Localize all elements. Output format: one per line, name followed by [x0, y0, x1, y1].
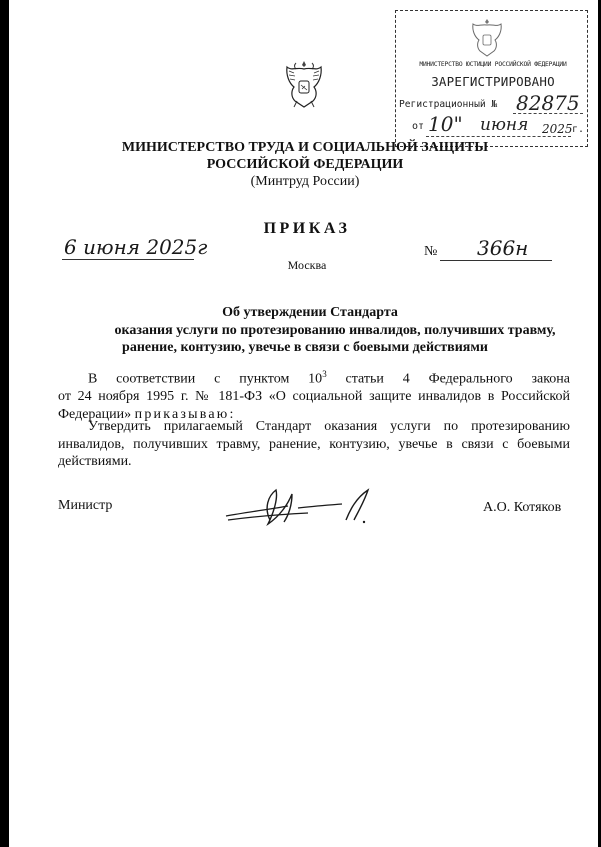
signatory-name: А.О. Котяков [483, 500, 562, 515]
stamp-ministry-name: МИНИСТЕРСТВО ЮСТИЦИИ РОССИЙСКОЙ ФЕДЕРАЦИИ [419, 61, 567, 68]
body-p2-line2: инвалидов, получивших травму, ранение, контузию, увечье в связи с боевыми [58, 436, 570, 452]
body-paragraph-1 [58, 366, 570, 423]
stamp-reg-number-value: 82875 [516, 91, 580, 115]
stamp-date-day: 10" [428, 112, 463, 136]
order-city: Москва [287, 258, 327, 272]
ministry-name-line2: РОССИЙСКОЙ ФЕДЕРАЦИИ [206, 157, 404, 172]
stamp-date-prefix: от [412, 121, 425, 132]
stamp-reg-number-underline [513, 113, 583, 114]
body-p1-order-word: приказываю [134, 406, 230, 422]
order-number-underline [440, 260, 552, 261]
stamp-date-month: июня [480, 115, 529, 135]
stamp-date-year: 2025 [542, 122, 573, 136]
ministry-short-name: (Минтруд России) [250, 174, 360, 189]
body-p1-line1-text-a: В соответствии с пунктом 10 [88, 371, 323, 387]
stamp-emblem-icon [470, 17, 504, 59]
body-p1-line2: от 24 ноября 1995 г. № 181-ФЗ «О социальной защите инвалидов в Российской [58, 389, 570, 405]
body-p2-line3: действиями. [58, 454, 132, 469]
body-p2-line1: Утвердить прилагаемый Стандарт оказания услуги по протезированию [88, 419, 570, 434]
order-number: 366н [477, 236, 529, 260]
order-number-sign: № [424, 244, 438, 259]
body-p1-line3-text-a: Федерации» [58, 406, 135, 422]
order-date: 6 июня 2025г [64, 235, 208, 259]
body-p1-line3-text-b: : [229, 406, 234, 422]
coat-of-arms-icon [283, 57, 325, 113]
signatory-position: Министр [58, 498, 113, 513]
body-p1-superscript: 3 [322, 369, 327, 379]
body-p1-line1-text-b: статьи 4 Федерального закона [326, 371, 570, 387]
title-line1: Об утверждении Стандарта [222, 305, 398, 320]
registration-stamp [395, 10, 588, 147]
scan-edge-left [0, 0, 9, 847]
stamp-registered-label: ЗАРЕГИСТРИРОВАНО [431, 74, 555, 89]
ministry-name-line1: МИНИСТЕРСТВО ТРУДА И СОЦИАЛЬНОЙ ЗАЩИТЫ [121, 140, 489, 155]
handwritten-signature [218, 486, 378, 530]
body-paragraph-2 [58, 418, 570, 471]
stamp-date-underline [426, 136, 571, 137]
order-date-underline [62, 259, 194, 260]
document-type: ПРИКАЗ [263, 220, 351, 237]
stamp-date-suffix: г. [572, 124, 585, 135]
title-line2: оказания услуги по протезированию инвалидов, получивших травму, [114, 323, 556, 338]
body-p1-line1 [58, 366, 570, 388]
title-line3: ранение, контузию, увечье в связи с боевыми действиями [122, 340, 488, 355]
stamp-reg-number-label: Регистрационный № [399, 99, 498, 110]
